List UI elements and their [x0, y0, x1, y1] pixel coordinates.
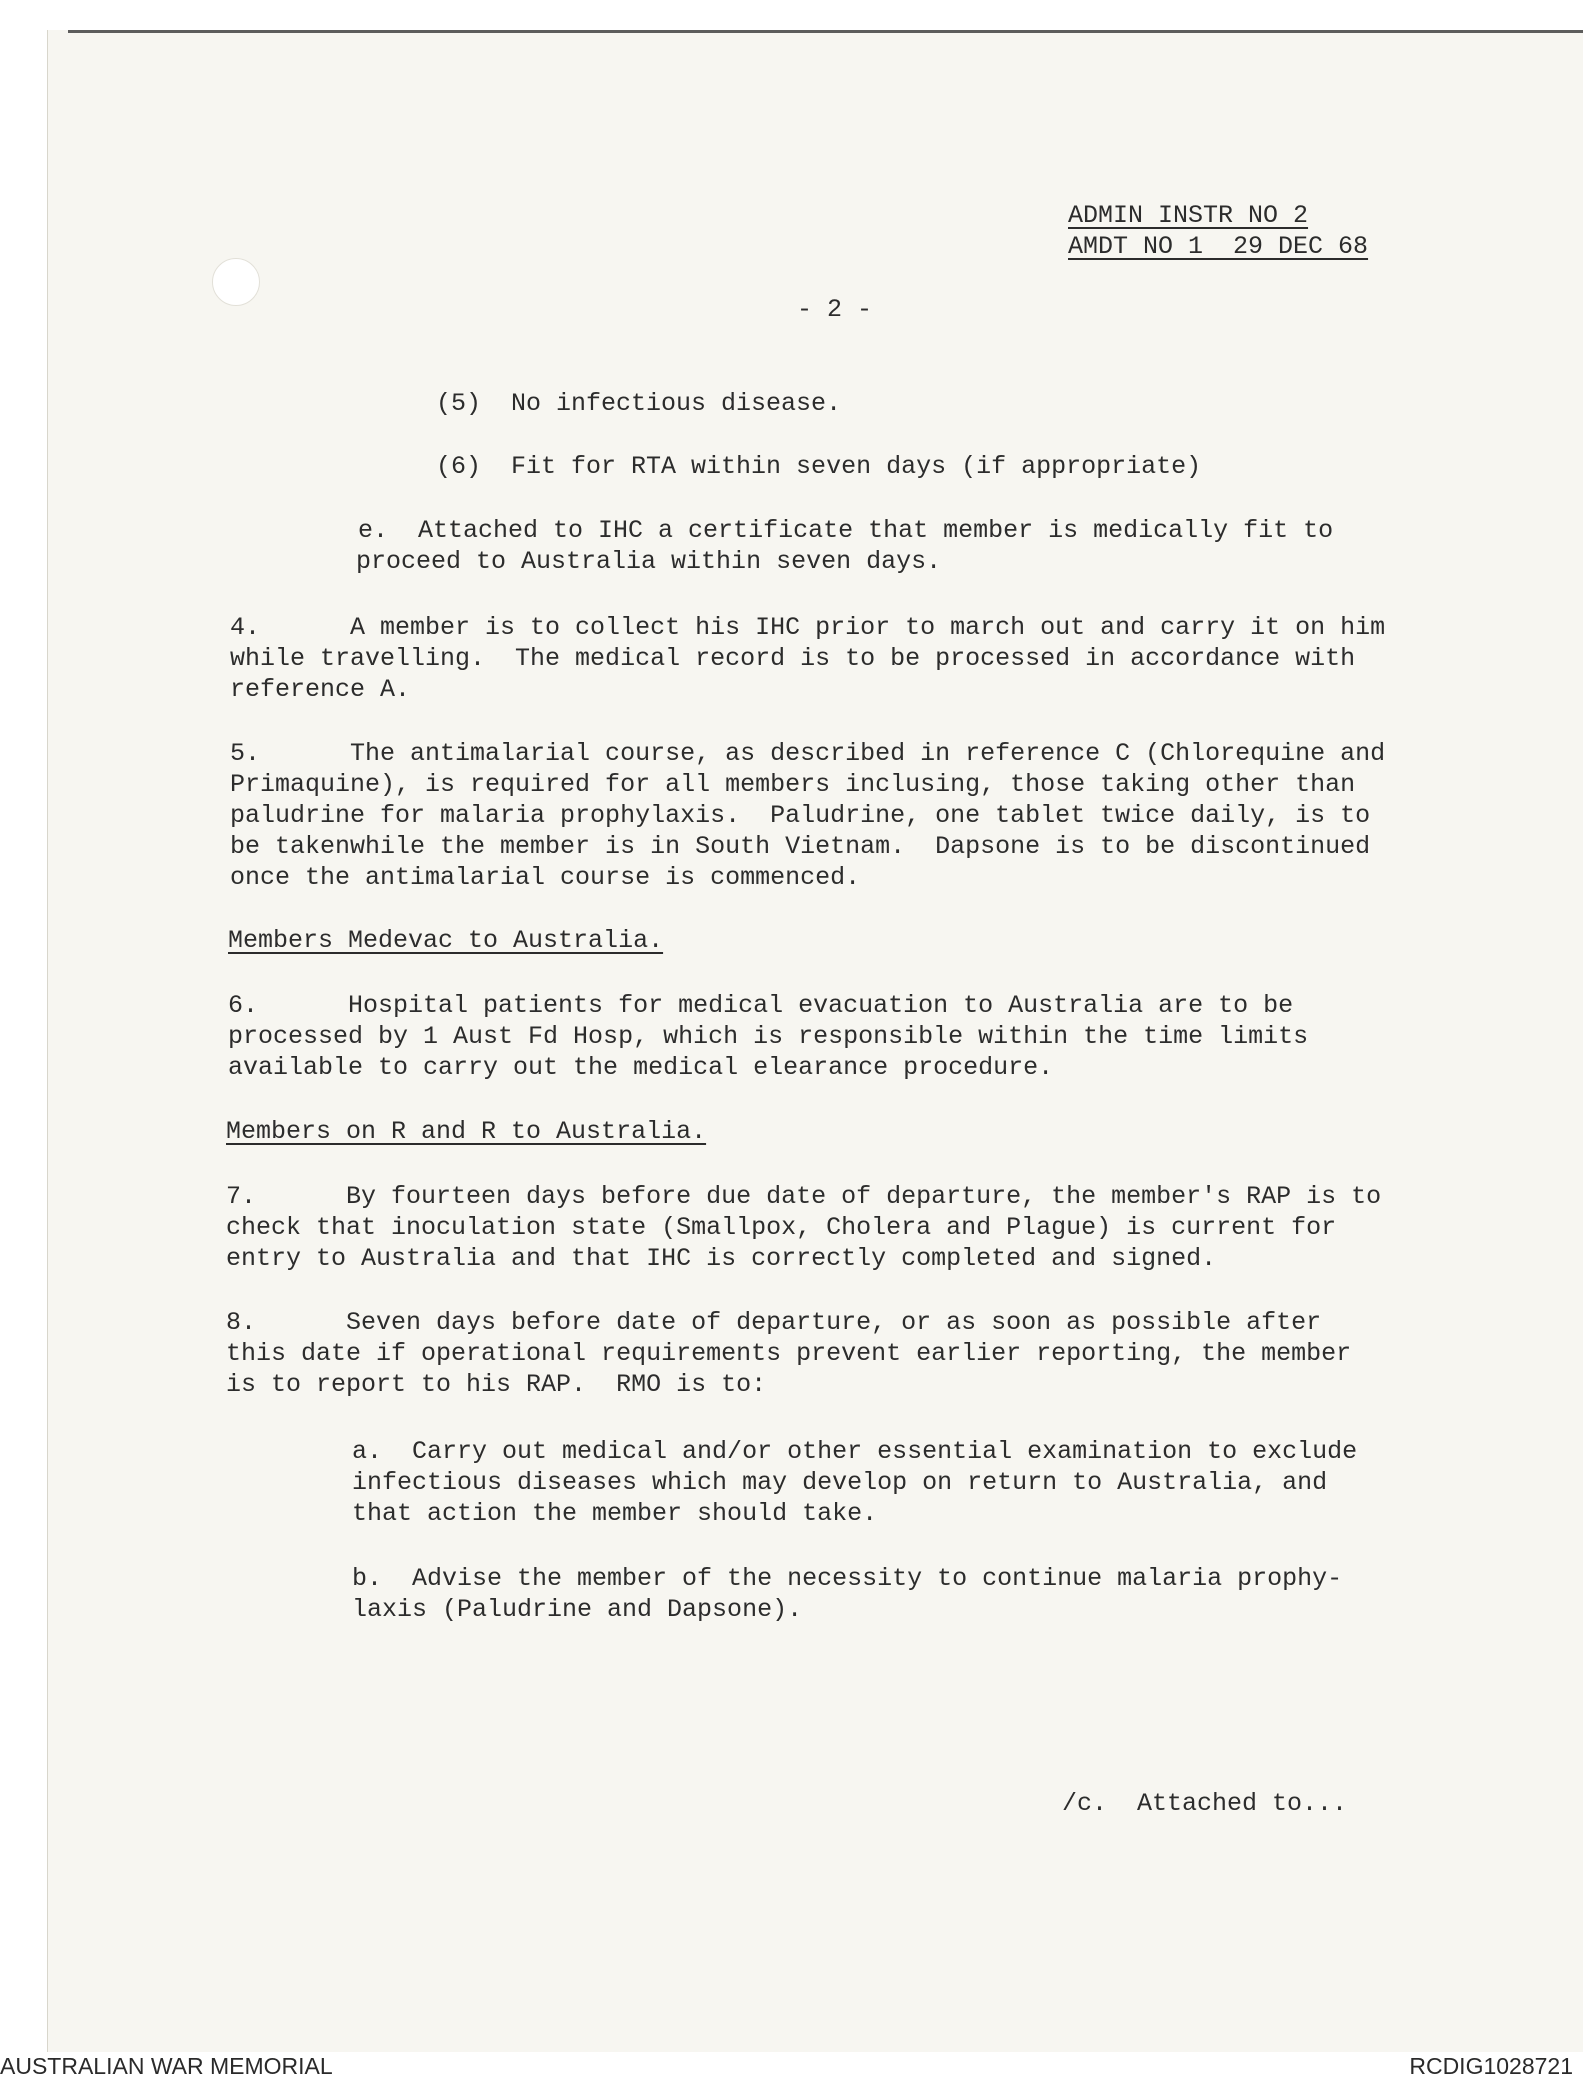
paragraph-6-line-1: 6. Hospital patients for medical evacuation to Australia are to be [228, 991, 1294, 1020]
paragraph-6-line-2: processed by 1 Aust Fd Hosp, which is responsible within the time limits [228, 1022, 1309, 1051]
page-top-edge [68, 30, 1583, 33]
paragraph-8-line-2: this date if operational requirements prevent earlier reporting, the member [226, 1339, 1352, 1368]
paragraph-4-line-2: while travelling. The medical record is to be processed in accordance with [230, 644, 1356, 673]
heading-r-and-r: Members on R and R to Australia. [226, 1117, 707, 1146]
item-5: (5) No infectious disease. [436, 389, 842, 418]
paragraph-5-line-1: 5. The antimalarial course, as described in reference C (Chlorequine and [230, 739, 1386, 768]
paragraph-4-line-1: 4. A member is to collect his IHC prior to march out and carry it on him [230, 613, 1386, 642]
page-number: - 2 - [797, 295, 873, 324]
reference-line-2: AMDT NO 1 29 DEC 68 [1068, 232, 1369, 261]
paragraph-8b-line-1: b. Advise the member of the necessity to continue malaria prophy- [352, 1564, 1343, 1593]
paragraph-7-line-2: check that inoculation state (Smallpox, Cholera and Plague) is current for [226, 1213, 1337, 1242]
paragraph-6-line-3: available to carry out the medical elearance procedure. [228, 1053, 1054, 1082]
continuation-note: /c. Attached to... [1062, 1789, 1348, 1818]
paragraph-5-line-5: once the antimalarial course is commenced. [230, 863, 861, 892]
paragraph-8-line-1: 8. Seven days before date of departure, or as soon as possible after [226, 1308, 1322, 1337]
paragraph-8b-line-2: laxis (Paludrine and Dapsone). [352, 1595, 803, 1624]
punch-hole [212, 258, 260, 306]
item-6: (6) Fit for RTA within seven days (if appropriate) [436, 452, 1202, 481]
paragraph-8a-line-3: that action the member should take. [352, 1499, 878, 1528]
paragraph-5-line-3: paludrine for malaria prophylaxis. Paludrine, one tablet twice daily, is to [230, 801, 1371, 830]
paragraph-7-line-1: 7. By fourteen days before due date of departure, the member's RAP is to [226, 1182, 1382, 1211]
item-e-line-2: proceed to Australia within seven days. [356, 547, 942, 576]
paragraph-4-line-3: reference A. [230, 675, 411, 704]
paragraph-8a-line-1: a. Carry out medical and/or other essential examination to exclude [352, 1437, 1358, 1466]
footer-institution: AUSTRALIAN WAR MEMORIAL [0, 2053, 333, 2079]
item-e-line-1: e. Attached to IHC a certificate that member is medically fit to [358, 516, 1334, 545]
paragraph-5-line-4: be takenwhile the member is in South Vietnam. Dapsone is to be discontinued [230, 832, 1371, 861]
paragraph-5-line-2: Primaquine), is required for all members inclusing, those taking other than [230, 770, 1356, 799]
reference-line-1: ADMIN INSTR NO 2 [1068, 201, 1309, 230]
paragraph-8a-line-2: infectious diseases which may develop on return to Australia, and [352, 1468, 1328, 1497]
footer-record-id: RCDIG1028721 [1409, 2053, 1573, 2079]
paragraph-8-line-3: is to report to his RAP. RMO is to: [226, 1370, 767, 1399]
paragraph-7-line-3: entry to Australia and that IHC is correctly completed and signed. [226, 1244, 1217, 1273]
heading-medevac: Members Medevac to Australia. [228, 926, 664, 955]
